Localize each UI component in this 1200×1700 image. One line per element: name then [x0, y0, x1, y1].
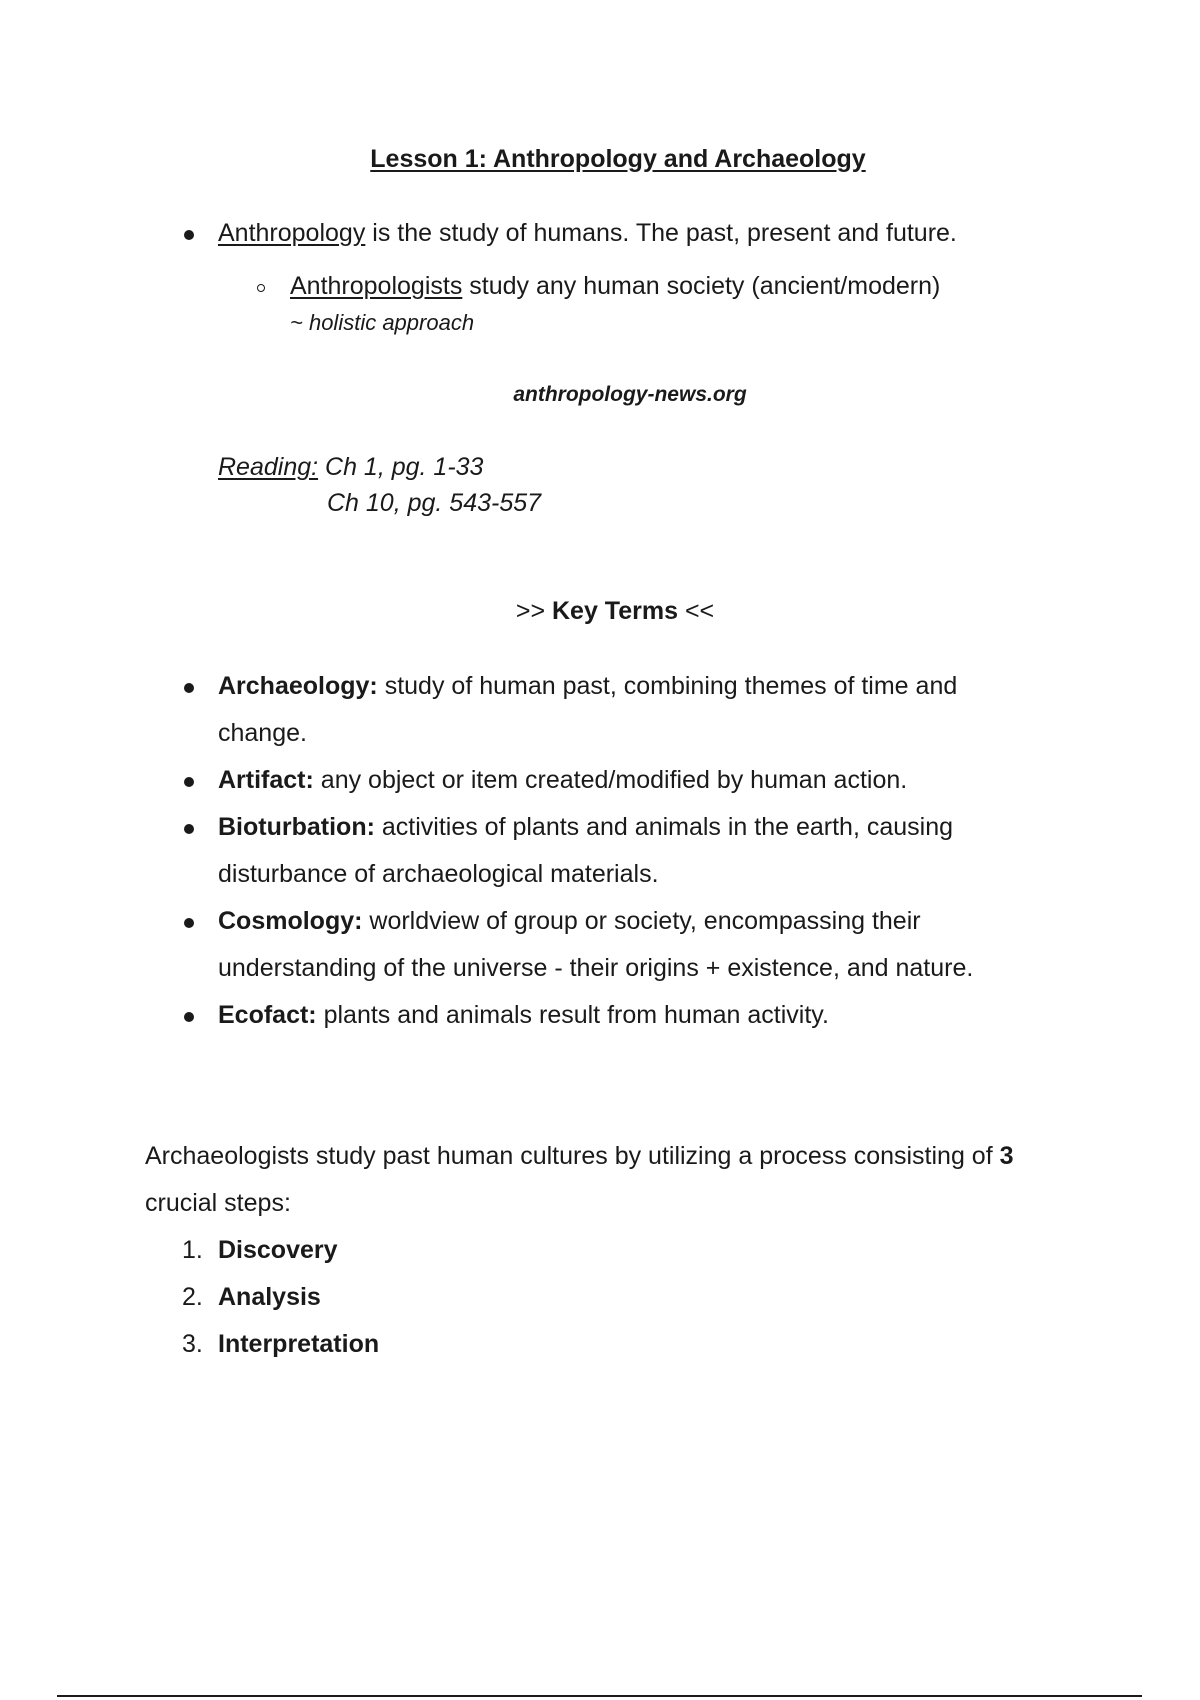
page-bottom-divider: [57, 1695, 1142, 1697]
term-definition: any object or item created/modified by human action.: [313, 766, 908, 794]
step-number: 3.: [182, 1330, 203, 1358]
reading-line-1: [218, 452, 483, 482]
bullet-icon: [184, 918, 194, 928]
reading-chapter-2: Ch 10, pg. 543-557: [327, 489, 542, 517]
step-discovery: Discovery: [218, 1236, 338, 1264]
term-definition: activities of plants and animals in the earth, causing: [374, 813, 954, 841]
process-count: 3: [999, 1142, 1014, 1170]
bullet-icon: [184, 824, 194, 834]
term-definition-continued: change.: [218, 719, 307, 747]
term-definition: worldview of group or society, encompassing their: [362, 907, 921, 935]
term-artifact: [218, 765, 907, 795]
step-number: 1.: [182, 1236, 203, 1264]
term-cosmology: [218, 906, 921, 936]
term-definition: plants and animals result from human activity.: [316, 1001, 829, 1029]
step-number: 2.: [182, 1283, 203, 1311]
bullet-icon: [184, 230, 194, 240]
anthropologists-term: Anthropologists: [290, 272, 463, 300]
process-intro-continued: crucial steps:: [145, 1189, 291, 1217]
anthropology-definition: is the study of humans. The past, present and future.: [365, 219, 957, 247]
process-text: Archaeologists study past human cultures by utilizing a process consisting of: [145, 1142, 1000, 1170]
term-definition: study of human past, combining themes of time and: [377, 672, 958, 700]
reading-chapter-1: Ch 1, pg. 1-33: [318, 453, 484, 481]
step-interpretation: Interpretation: [218, 1330, 380, 1358]
term-label: Archaeology:: [218, 672, 378, 700]
anthropology-term: Anthropology: [218, 219, 366, 247]
term-archaeology: [218, 671, 957, 701]
key-terms-heading: [0, 597, 1200, 626]
term-label: Ecofact:: [218, 1001, 317, 1029]
process-intro: [145, 1141, 1014, 1171]
term-label: Cosmology:: [218, 907, 363, 935]
term-definition-continued: disturbance of archaeological materials.: [218, 860, 659, 888]
bullet-icon: [184, 777, 194, 787]
bullet-icon: [184, 683, 194, 693]
page-title: Lesson 1: Anthropology and Archaeology: [370, 145, 866, 173]
intro-bullet: [218, 218, 957, 248]
term-bioturbation: [218, 812, 953, 842]
hollow-bullet-icon: [257, 284, 265, 292]
term-label: Bioturbation:: [218, 813, 375, 841]
term-definition-continued: understanding of the universe - their origins + existence, and nature.: [218, 954, 974, 982]
key-terms-prefix: >>: [515, 597, 552, 625]
key-terms-suffix: <<: [678, 597, 715, 625]
key-terms-label: Key Terms: [552, 597, 678, 625]
anthropologists-text: study any human society (ancient/modern): [462, 272, 941, 300]
holistic-note: ~ holistic approach: [290, 310, 475, 335]
reading-label: Reading:: [218, 453, 319, 481]
intro-sub-bullet: [290, 271, 940, 301]
term-ecofact: [218, 1000, 829, 1030]
step-analysis: Analysis: [218, 1283, 321, 1311]
term-label: Artifact:: [218, 766, 314, 794]
bullet-icon: [184, 1012, 194, 1022]
website-reference: anthropology-news.org: [513, 383, 747, 406]
